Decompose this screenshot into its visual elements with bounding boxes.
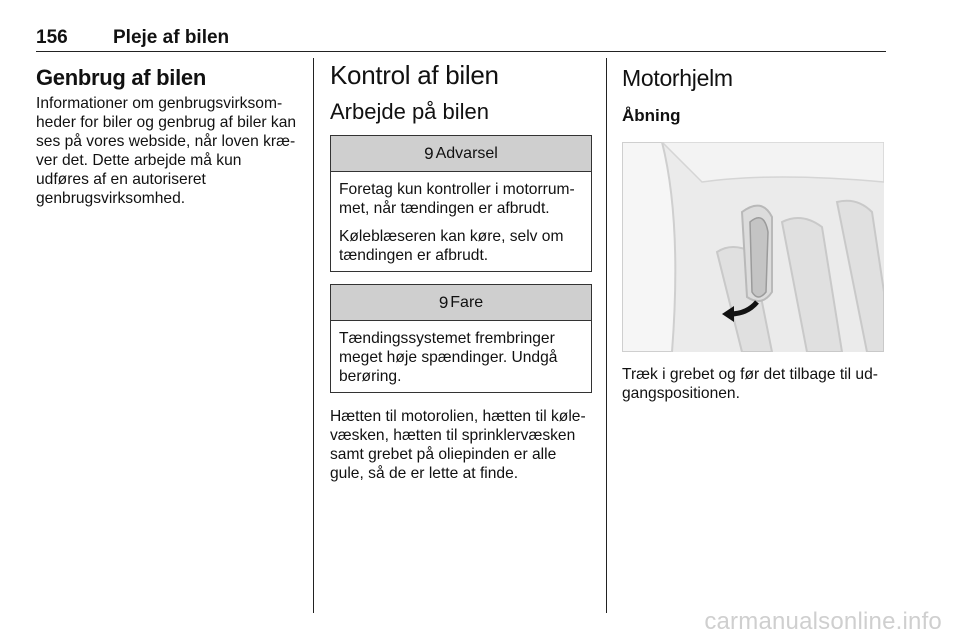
warning-box [330, 135, 592, 272]
bonnet-release-illustration [622, 142, 884, 352]
page-header [36, 27, 886, 51]
header-rule [36, 51, 886, 52]
inspection-note: Hætten til motorolien, hætten til kølevæsken, hætten til sprinklervæsken samt grebet på oliepinden er alle gule, så de er lette at finde. [330, 408, 586, 482]
recycling-title: Genbrug af bilen [36, 65, 206, 90]
recycling-body: Informationer om genbrugsvirksomheder for biler og genbrug af biler kan ses på vores webside, når loven kræver det. Dette arbejde må kun udføres af en autoriseret genbrugsvirksomhed. [36, 95, 297, 207]
recycling-section [36, 60, 298, 208]
bonnet-caption: Træk i grebet og før det tilbage til udgangspositionen. [622, 366, 878, 402]
danger-paragraph: Tændingssystemet frembringer meget høje spændinger. Undgå berøring. [339, 330, 558, 385]
bonnet-section [622, 60, 884, 403]
inspection-title: Kontrol af bilen [330, 60, 499, 90]
column-divider-1 [313, 58, 314, 613]
warning-paragraph: Køleblæseren kan køre, selv om tændingen er afbrudt. [339, 228, 564, 264]
warning-triangle-icon: 9 [438, 292, 449, 312]
bonnet-release-lever-icon [622, 142, 884, 352]
warning-box-heading: Advarsel [435, 144, 498, 162]
danger-box [330, 284, 592, 393]
running-title: Pleje af bilen [113, 27, 230, 48]
column-divider-2 [606, 58, 607, 613]
page-number: 156 [36, 27, 68, 48]
watermark: carmanualsonline.info [704, 608, 942, 635]
warning-triangle-icon: 9 [424, 143, 434, 163]
inspection-section [330, 60, 592, 483]
inspection-subtitle: Arbejde på bilen [330, 99, 490, 124]
bonnet-subtitle: Åbning [622, 106, 681, 125]
danger-box-heading: Fare [450, 293, 484, 311]
warning-paragraph: Foretag kun kontroller i motorrummet, når tændingen er afbrudt. [339, 181, 575, 217]
danger-box-header [331, 285, 591, 321]
bonnet-title: Motorhjelm [622, 65, 733, 91]
warning-box-header [331, 136, 591, 172]
